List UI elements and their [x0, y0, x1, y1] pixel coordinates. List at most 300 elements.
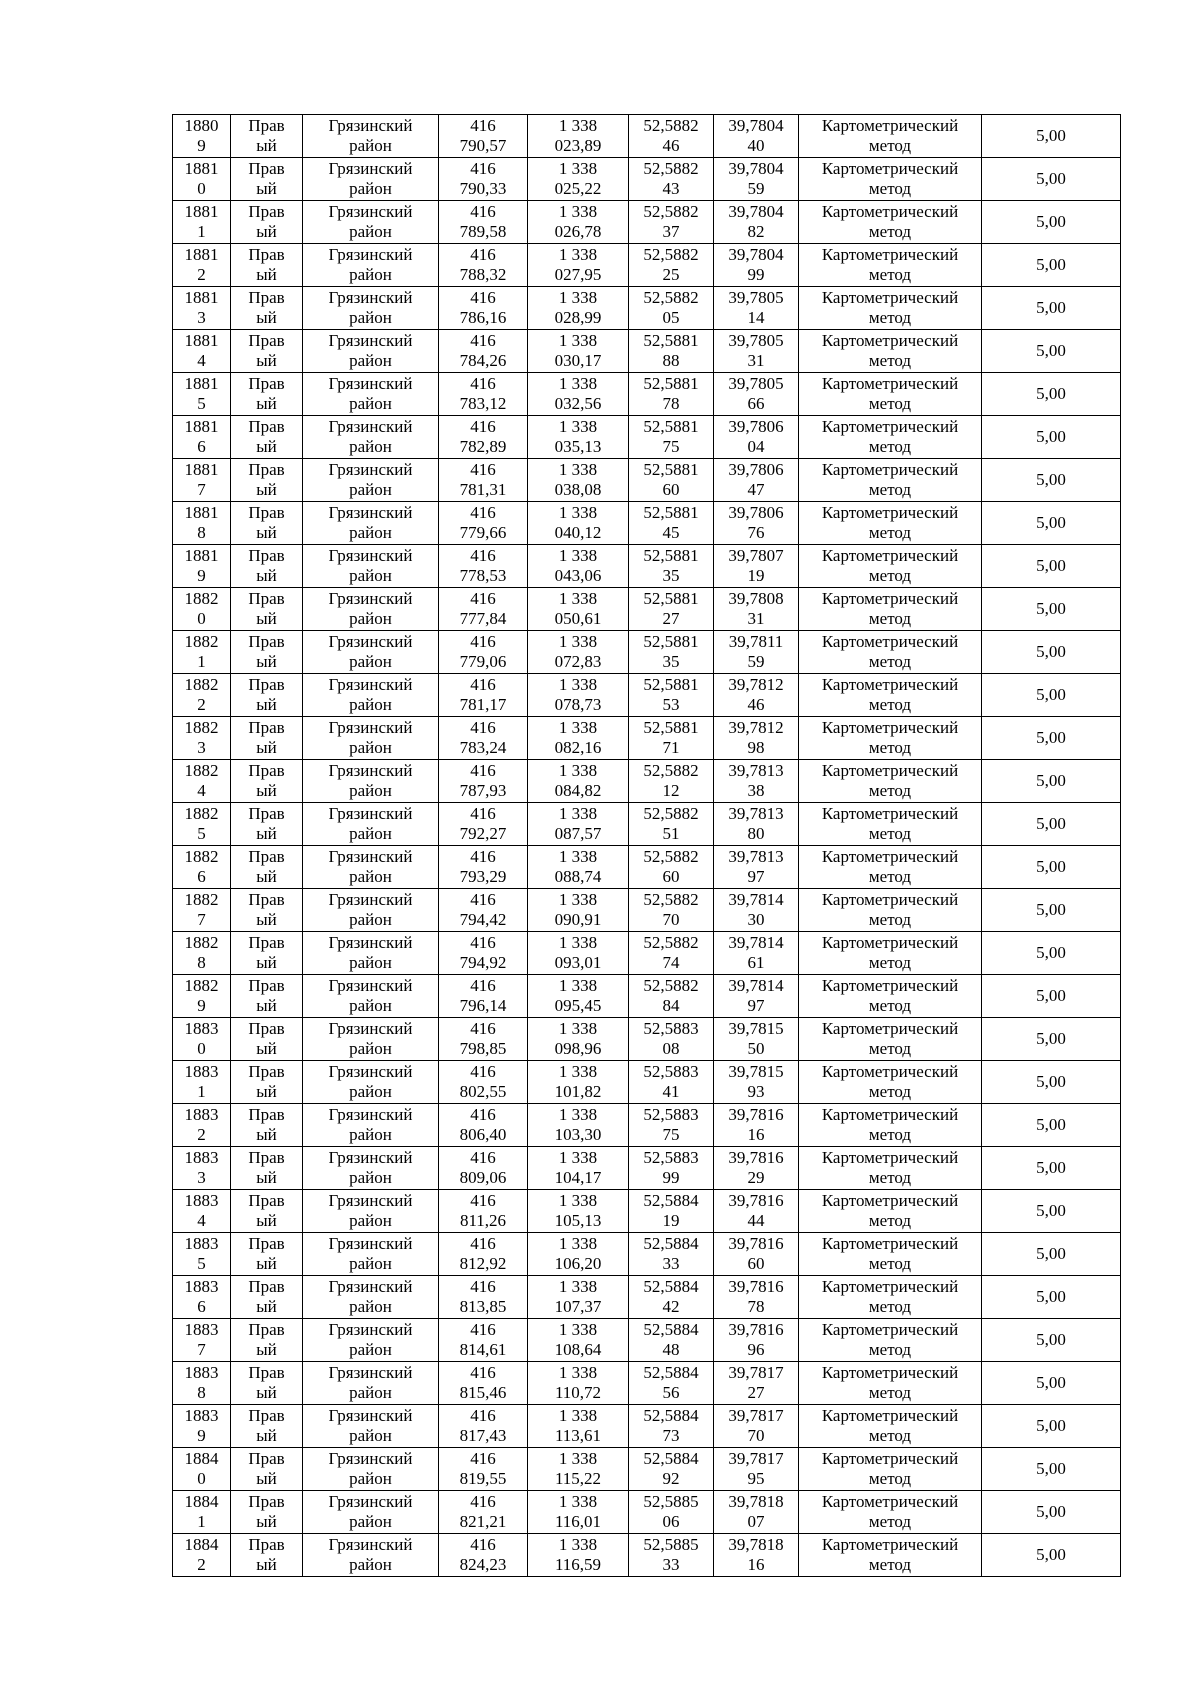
- longitude-cell: 39,7816 16: [714, 1104, 799, 1147]
- longitude-cell: 39,7804 59: [714, 158, 799, 201]
- longitude-cell: 39,7805 66: [714, 373, 799, 416]
- x-coordinate-cell: 416 794,92: [439, 932, 528, 975]
- district-cell: Грязинский район: [303, 158, 439, 201]
- longitude-cell: 39,7818 07: [714, 1491, 799, 1534]
- x-coordinate-cell: 416 790,57: [439, 115, 528, 158]
- x-coordinate-cell: 416 798,85: [439, 1018, 528, 1061]
- latitude-cell: 52,5883 99: [629, 1147, 714, 1190]
- side-cell: Прав ый: [231, 244, 303, 287]
- method-cell: Картометрический метод: [799, 545, 982, 588]
- district-cell: Грязинский район: [303, 1276, 439, 1319]
- accuracy-cell: 5,00: [982, 115, 1121, 158]
- accuracy-cell: 5,00: [982, 889, 1121, 932]
- district-cell: Грязинский район: [303, 846, 439, 889]
- latitude-cell: 52,5882 37: [629, 201, 714, 244]
- y-coordinate-cell: 1 338 107,37: [528, 1276, 629, 1319]
- accuracy-cell: 5,00: [982, 674, 1121, 717]
- x-coordinate-cell: 416 793,29: [439, 846, 528, 889]
- x-coordinate-cell: 416 781,31: [439, 459, 528, 502]
- latitude-cell: 52,5884 42: [629, 1276, 714, 1319]
- accuracy-cell: 5,00: [982, 416, 1121, 459]
- x-coordinate-cell: 416 778,53: [439, 545, 528, 588]
- side-cell: Прав ый: [231, 1448, 303, 1491]
- y-coordinate-cell: 1 338 032,56: [528, 373, 629, 416]
- longitude-cell: 39,7804 40: [714, 115, 799, 158]
- x-coordinate-cell: 416 794,42: [439, 889, 528, 932]
- x-coordinate-cell: 416 783,12: [439, 373, 528, 416]
- y-coordinate-cell: 1 338 106,20: [528, 1233, 629, 1276]
- method-cell: Картометрический метод: [799, 244, 982, 287]
- district-cell: Грязинский район: [303, 1362, 439, 1405]
- y-coordinate-cell: 1 338 087,57: [528, 803, 629, 846]
- method-cell: Картометрический метод: [799, 115, 982, 158]
- district-cell: Грязинский район: [303, 1147, 439, 1190]
- table-row: [173, 1190, 1121, 1233]
- point-number-cell: 1881 7: [173, 459, 231, 502]
- point-number-cell: 1883 3: [173, 1147, 231, 1190]
- longitude-cell: 39,7806 76: [714, 502, 799, 545]
- table-row: [173, 975, 1121, 1018]
- table-row: [173, 803, 1121, 846]
- method-cell: Картометрический метод: [799, 1491, 982, 1534]
- side-cell: Прав ый: [231, 1534, 303, 1577]
- y-coordinate-cell: 1 338 030,17: [528, 330, 629, 373]
- method-cell: Картометрический метод: [799, 1319, 982, 1362]
- method-cell: Картометрический метод: [799, 1018, 982, 1061]
- latitude-cell: 52,5884 19: [629, 1190, 714, 1233]
- method-cell: Картометрический метод: [799, 717, 982, 760]
- method-cell: Картометрический метод: [799, 889, 982, 932]
- accuracy-cell: 5,00: [982, 1276, 1121, 1319]
- district-cell: Грязинский район: [303, 115, 439, 158]
- y-coordinate-cell: 1 338 028,99: [528, 287, 629, 330]
- y-coordinate-cell: 1 338 098,96: [528, 1018, 629, 1061]
- table-row: [173, 201, 1121, 244]
- district-cell: Грязинский район: [303, 330, 439, 373]
- accuracy-cell: 5,00: [982, 201, 1121, 244]
- y-coordinate-cell: 1 338 026,78: [528, 201, 629, 244]
- table-row: [173, 846, 1121, 889]
- table-row: [173, 717, 1121, 760]
- point-number-cell: 1884 2: [173, 1534, 231, 1577]
- y-coordinate-cell: 1 338 116,01: [528, 1491, 629, 1534]
- y-coordinate-cell: 1 338 025,22: [528, 158, 629, 201]
- method-cell: Картометрический метод: [799, 1104, 982, 1147]
- table-row: [173, 631, 1121, 674]
- latitude-cell: 52,5881 71: [629, 717, 714, 760]
- longitude-cell: 39,7817 95: [714, 1448, 799, 1491]
- accuracy-cell: 5,00: [982, 1448, 1121, 1491]
- point-number-cell: 1882 9: [173, 975, 231, 1018]
- longitude-cell: 39,7808 31: [714, 588, 799, 631]
- y-coordinate-cell: 1 338 023,89: [528, 115, 629, 158]
- side-cell: Прав ый: [231, 1362, 303, 1405]
- method-cell: Картометрический метод: [799, 1276, 982, 1319]
- table-row: [173, 1362, 1121, 1405]
- district-cell: Грязинский район: [303, 502, 439, 545]
- table-row: [173, 1233, 1121, 1276]
- point-number-cell: 1883 8: [173, 1362, 231, 1405]
- longitude-cell: 39,7813 38: [714, 760, 799, 803]
- longitude-cell: 39,7814 30: [714, 889, 799, 932]
- table-row: [173, 1061, 1121, 1104]
- point-number-cell: 1882 8: [173, 932, 231, 975]
- method-cell: Картометрический метод: [799, 158, 982, 201]
- longitude-cell: 39,7817 70: [714, 1405, 799, 1448]
- side-cell: Прав ый: [231, 1276, 303, 1319]
- district-cell: Грязинский район: [303, 201, 439, 244]
- x-coordinate-cell: 416 815,46: [439, 1362, 528, 1405]
- method-cell: Картометрический метод: [799, 631, 982, 674]
- longitude-cell: 39,7816 60: [714, 1233, 799, 1276]
- side-cell: Прав ый: [231, 330, 303, 373]
- y-coordinate-cell: 1 338 035,13: [528, 416, 629, 459]
- side-cell: Прав ый: [231, 1104, 303, 1147]
- y-coordinate-cell: 1 338 115,22: [528, 1448, 629, 1491]
- table-row: [173, 588, 1121, 631]
- x-coordinate-cell: 416 814,61: [439, 1319, 528, 1362]
- accuracy-cell: 5,00: [982, 1491, 1121, 1534]
- y-coordinate-cell: 1 338 072,83: [528, 631, 629, 674]
- latitude-cell: 52,5881 75: [629, 416, 714, 459]
- latitude-cell: 52,5884 92: [629, 1448, 714, 1491]
- longitude-cell: 39,7805 14: [714, 287, 799, 330]
- accuracy-cell: 5,00: [982, 631, 1121, 674]
- accuracy-cell: 5,00: [982, 588, 1121, 631]
- longitude-cell: 39,7814 61: [714, 932, 799, 975]
- accuracy-cell: 5,00: [982, 330, 1121, 373]
- y-coordinate-cell: 1 338 108,64: [528, 1319, 629, 1362]
- district-cell: Грязинский район: [303, 889, 439, 932]
- district-cell: Грязинский район: [303, 1319, 439, 1362]
- longitude-cell: 39,7817 27: [714, 1362, 799, 1405]
- district-cell: Грязинский район: [303, 244, 439, 287]
- table-row: [173, 545, 1121, 588]
- x-coordinate-cell: 416 789,58: [439, 201, 528, 244]
- latitude-cell: 52,5884 33: [629, 1233, 714, 1276]
- point-number-cell: 1882 1: [173, 631, 231, 674]
- longitude-cell: 39,7816 78: [714, 1276, 799, 1319]
- x-coordinate-cell: 416 784,26: [439, 330, 528, 373]
- point-number-cell: 1881 0: [173, 158, 231, 201]
- side-cell: Прав ый: [231, 1233, 303, 1276]
- side-cell: Прав ый: [231, 1147, 303, 1190]
- point-number-cell: 1881 3: [173, 287, 231, 330]
- accuracy-cell: 5,00: [982, 158, 1121, 201]
- point-number-cell: 1881 2: [173, 244, 231, 287]
- latitude-cell: 52,5882 51: [629, 803, 714, 846]
- x-coordinate-cell: 416 824,23: [439, 1534, 528, 1577]
- latitude-cell: 52,5881 53: [629, 674, 714, 717]
- x-coordinate-cell: 416 790,33: [439, 158, 528, 201]
- side-cell: Прав ый: [231, 545, 303, 588]
- latitude-cell: 52,5882 46: [629, 115, 714, 158]
- table-row: [173, 889, 1121, 932]
- point-number-cell: 1882 0: [173, 588, 231, 631]
- latitude-cell: 52,5882 05: [629, 287, 714, 330]
- latitude-cell: 52,5882 74: [629, 932, 714, 975]
- district-cell: Грязинский район: [303, 1233, 439, 1276]
- point-number-cell: 1881 1: [173, 201, 231, 244]
- side-cell: Прав ый: [231, 846, 303, 889]
- point-number-cell: 1881 9: [173, 545, 231, 588]
- longitude-cell: 39,7807 19: [714, 545, 799, 588]
- y-coordinate-cell: 1 338 113,61: [528, 1405, 629, 1448]
- y-coordinate-cell: 1 338 043,06: [528, 545, 629, 588]
- table-body: [173, 115, 1121, 1577]
- x-coordinate-cell: 416 779,06: [439, 631, 528, 674]
- table-row: [173, 932, 1121, 975]
- method-cell: Картометрический метод: [799, 674, 982, 717]
- latitude-cell: 52,5881 78: [629, 373, 714, 416]
- side-cell: Прав ый: [231, 373, 303, 416]
- latitude-cell: 52,5881 45: [629, 502, 714, 545]
- point-number-cell: 1884 0: [173, 1448, 231, 1491]
- latitude-cell: 52,5883 08: [629, 1018, 714, 1061]
- longitude-cell: 39,7815 50: [714, 1018, 799, 1061]
- accuracy-cell: 5,00: [982, 975, 1121, 1018]
- point-number-cell: 1882 7: [173, 889, 231, 932]
- district-cell: Грязинский район: [303, 1061, 439, 1104]
- method-cell: Картометрический метод: [799, 1061, 982, 1104]
- side-cell: Прав ый: [231, 588, 303, 631]
- table-row: [173, 1448, 1121, 1491]
- accuracy-cell: 5,00: [982, 1147, 1121, 1190]
- x-coordinate-cell: 416 809,06: [439, 1147, 528, 1190]
- table-row: [173, 115, 1121, 158]
- latitude-cell: 52,5884 48: [629, 1319, 714, 1362]
- point-number-cell: 1881 6: [173, 416, 231, 459]
- x-coordinate-cell: 416 817,43: [439, 1405, 528, 1448]
- point-number-cell: 1883 1: [173, 1061, 231, 1104]
- district-cell: Грязинский район: [303, 416, 439, 459]
- side-cell: Прав ый: [231, 932, 303, 975]
- latitude-cell: 52,5884 56: [629, 1362, 714, 1405]
- side-cell: Прав ый: [231, 416, 303, 459]
- district-cell: Грязинский район: [303, 1534, 439, 1577]
- latitude-cell: 52,5885 06: [629, 1491, 714, 1534]
- x-coordinate-cell: 416 786,16: [439, 287, 528, 330]
- y-coordinate-cell: 1 338 088,74: [528, 846, 629, 889]
- y-coordinate-cell: 1 338 095,45: [528, 975, 629, 1018]
- accuracy-cell: 5,00: [982, 932, 1121, 975]
- latitude-cell: 52,5881 27: [629, 588, 714, 631]
- accuracy-cell: 5,00: [982, 502, 1121, 545]
- district-cell: Грязинский район: [303, 803, 439, 846]
- side-cell: Прав ый: [231, 674, 303, 717]
- y-coordinate-cell: 1 338 090,91: [528, 889, 629, 932]
- latitude-cell: 52,5882 60: [629, 846, 714, 889]
- longitude-cell: 39,7812 46: [714, 674, 799, 717]
- point-number-cell: 1883 9: [173, 1405, 231, 1448]
- table-row: [173, 674, 1121, 717]
- latitude-cell: 52,5884 73: [629, 1405, 714, 1448]
- y-coordinate-cell: 1 338 093,01: [528, 932, 629, 975]
- district-cell: Грязинский район: [303, 459, 439, 502]
- longitude-cell: 39,7806 04: [714, 416, 799, 459]
- table-row: [173, 1534, 1121, 1577]
- side-cell: Прав ый: [231, 631, 303, 674]
- table-row: [173, 1276, 1121, 1319]
- x-coordinate-cell: 416 788,32: [439, 244, 528, 287]
- table-row: [173, 1491, 1121, 1534]
- side-cell: Прав ый: [231, 158, 303, 201]
- accuracy-cell: 5,00: [982, 244, 1121, 287]
- longitude-cell: 39,7816 44: [714, 1190, 799, 1233]
- district-cell: Грязинский район: [303, 932, 439, 975]
- x-coordinate-cell: 416 812,92: [439, 1233, 528, 1276]
- longitude-cell: 39,7813 80: [714, 803, 799, 846]
- y-coordinate-cell: 1 338 084,82: [528, 760, 629, 803]
- accuracy-cell: 5,00: [982, 1534, 1121, 1577]
- table-row: [173, 373, 1121, 416]
- district-cell: Грязинский район: [303, 1190, 439, 1233]
- y-coordinate-cell: 1 338 038,08: [528, 459, 629, 502]
- table-row: [173, 330, 1121, 373]
- side-cell: Прав ый: [231, 1491, 303, 1534]
- district-cell: Грязинский район: [303, 760, 439, 803]
- method-cell: Картометрический метод: [799, 416, 982, 459]
- table-row: [173, 760, 1121, 803]
- side-cell: Прав ый: [231, 975, 303, 1018]
- accuracy-cell: 5,00: [982, 459, 1121, 502]
- accuracy-cell: 5,00: [982, 1061, 1121, 1104]
- side-cell: Прав ый: [231, 201, 303, 244]
- x-coordinate-cell: 416 806,40: [439, 1104, 528, 1147]
- accuracy-cell: 5,00: [982, 287, 1121, 330]
- method-cell: Картометрический метод: [799, 760, 982, 803]
- x-coordinate-cell: 416 779,66: [439, 502, 528, 545]
- y-coordinate-cell: 1 338 105,13: [528, 1190, 629, 1233]
- method-cell: Картометрический метод: [799, 201, 982, 244]
- method-cell: Картометрический метод: [799, 1448, 982, 1491]
- accuracy-cell: 5,00: [982, 1018, 1121, 1061]
- y-coordinate-cell: 1 338 027,95: [528, 244, 629, 287]
- x-coordinate-cell: 416 777,84: [439, 588, 528, 631]
- method-cell: Картометрический метод: [799, 588, 982, 631]
- district-cell: Грязинский район: [303, 1405, 439, 1448]
- table-row: [173, 244, 1121, 287]
- side-cell: Прав ый: [231, 287, 303, 330]
- x-coordinate-cell: 416 796,14: [439, 975, 528, 1018]
- y-coordinate-cell: 1 338 050,61: [528, 588, 629, 631]
- point-number-cell: 1883 7: [173, 1319, 231, 1362]
- latitude-cell: 52,5882 25: [629, 244, 714, 287]
- point-number-cell: 1884 1: [173, 1491, 231, 1534]
- table-row: [173, 1405, 1121, 1448]
- point-number-cell: 1882 5: [173, 803, 231, 846]
- side-cell: Прав ый: [231, 760, 303, 803]
- y-coordinate-cell: 1 338 078,73: [528, 674, 629, 717]
- district-cell: Грязинский район: [303, 1491, 439, 1534]
- accuracy-cell: 5,00: [982, 1362, 1121, 1405]
- district-cell: Грязинский район: [303, 674, 439, 717]
- method-cell: Картометрический метод: [799, 1147, 982, 1190]
- latitude-cell: 52,5881 88: [629, 330, 714, 373]
- table-row: [173, 502, 1121, 545]
- side-cell: Прав ый: [231, 1190, 303, 1233]
- x-coordinate-cell: 416 811,26: [439, 1190, 528, 1233]
- table-row: [173, 158, 1121, 201]
- point-number-cell: 1882 6: [173, 846, 231, 889]
- longitude-cell: 39,7804 99: [714, 244, 799, 287]
- x-coordinate-cell: 416 792,27: [439, 803, 528, 846]
- longitude-cell: 39,7804 82: [714, 201, 799, 244]
- longitude-cell: 39,7816 29: [714, 1147, 799, 1190]
- longitude-cell: 39,7811 59: [714, 631, 799, 674]
- longitude-cell: 39,7816 96: [714, 1319, 799, 1362]
- side-cell: Прав ый: [231, 502, 303, 545]
- point-number-cell: 1882 4: [173, 760, 231, 803]
- point-number-cell: 1882 3: [173, 717, 231, 760]
- accuracy-cell: 5,00: [982, 760, 1121, 803]
- longitude-cell: 39,7812 98: [714, 717, 799, 760]
- side-cell: Прав ый: [231, 803, 303, 846]
- longitude-cell: 39,7818 16: [714, 1534, 799, 1577]
- point-number-cell: 1883 0: [173, 1018, 231, 1061]
- district-cell: Грязинский район: [303, 717, 439, 760]
- side-cell: Прав ый: [231, 1061, 303, 1104]
- point-number-cell: 1881 8: [173, 502, 231, 545]
- x-coordinate-cell: 416 813,85: [439, 1276, 528, 1319]
- method-cell: Картометрический метод: [799, 803, 982, 846]
- method-cell: Картометрический метод: [799, 1534, 982, 1577]
- y-coordinate-cell: 1 338 082,16: [528, 717, 629, 760]
- latitude-cell: 52,5882 12: [629, 760, 714, 803]
- latitude-cell: 52,5882 43: [629, 158, 714, 201]
- method-cell: Картометрический метод: [799, 1233, 982, 1276]
- side-cell: Прав ый: [231, 889, 303, 932]
- point-number-cell: 1882 2: [173, 674, 231, 717]
- side-cell: Прав ый: [231, 459, 303, 502]
- accuracy-cell: 5,00: [982, 1190, 1121, 1233]
- x-coordinate-cell: 416 782,89: [439, 416, 528, 459]
- point-number-cell: 1883 6: [173, 1276, 231, 1319]
- y-coordinate-cell: 1 338 101,82: [528, 1061, 629, 1104]
- method-cell: Картометрический метод: [799, 373, 982, 416]
- x-coordinate-cell: 416 781,17: [439, 674, 528, 717]
- district-cell: Грязинский район: [303, 1018, 439, 1061]
- longitude-cell: 39,7806 47: [714, 459, 799, 502]
- latitude-cell: 52,5883 75: [629, 1104, 714, 1147]
- accuracy-cell: 5,00: [982, 846, 1121, 889]
- method-cell: Картометрический метод: [799, 1190, 982, 1233]
- district-cell: Грязинский район: [303, 373, 439, 416]
- coordinates-table: [172, 114, 1121, 1577]
- method-cell: Картометрический метод: [799, 975, 982, 1018]
- district-cell: Грязинский район: [303, 975, 439, 1018]
- y-coordinate-cell: 1 338 103,30: [528, 1104, 629, 1147]
- point-number-cell: 1881 4: [173, 330, 231, 373]
- table-row: [173, 1147, 1121, 1190]
- y-coordinate-cell: 1 338 116,59: [528, 1534, 629, 1577]
- side-cell: Прав ый: [231, 1405, 303, 1448]
- district-cell: Грязинский район: [303, 588, 439, 631]
- accuracy-cell: 5,00: [982, 1233, 1121, 1276]
- latitude-cell: 52,5881 35: [629, 631, 714, 674]
- point-number-cell: 1883 4: [173, 1190, 231, 1233]
- longitude-cell: 39,7815 93: [714, 1061, 799, 1104]
- accuracy-cell: 5,00: [982, 717, 1121, 760]
- x-coordinate-cell: 416 802,55: [439, 1061, 528, 1104]
- point-number-cell: 1883 5: [173, 1233, 231, 1276]
- district-cell: Грязинский район: [303, 1448, 439, 1491]
- longitude-cell: 39,7814 97: [714, 975, 799, 1018]
- accuracy-cell: 5,00: [982, 803, 1121, 846]
- y-coordinate-cell: 1 338 110,72: [528, 1362, 629, 1405]
- table-row: [173, 416, 1121, 459]
- y-coordinate-cell: 1 338 104,17: [528, 1147, 629, 1190]
